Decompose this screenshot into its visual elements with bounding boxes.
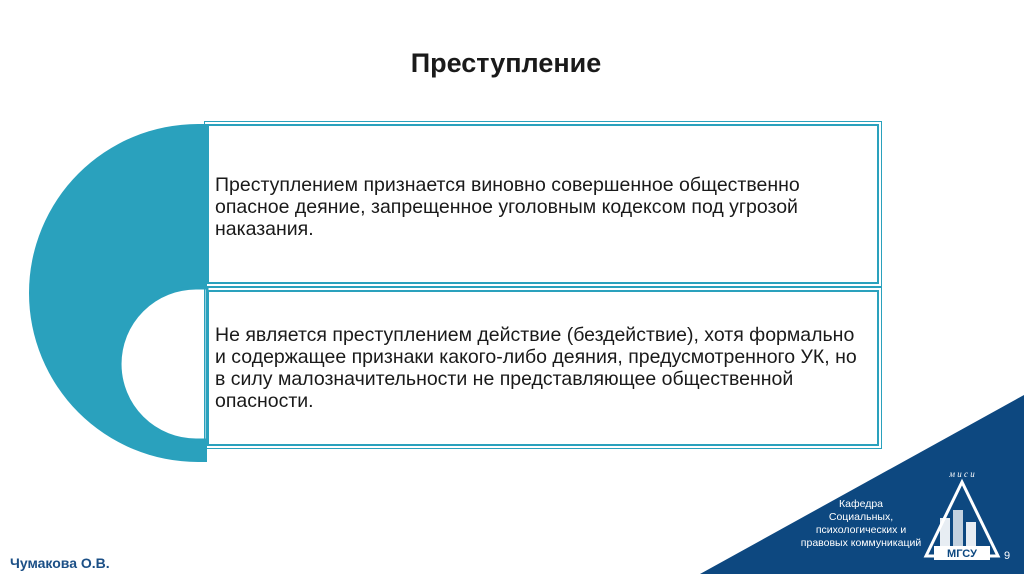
department-line: правовых коммуникаций — [800, 537, 922, 549]
department-line: Кафедра — [838, 498, 883, 510]
slide-title: Преступление — [410, 48, 602, 78]
author-name: Чумакова О.В. — [10, 555, 110, 571]
svg-text:м и с и: м и с и — [949, 469, 975, 479]
exception-text: Не является преступлением действие (бездействие), хотя формально и содержащее признаки какого-либо деяния, предусмотренного УК, но в силу малозначительности не представляющее общественной опасности. — [215, 324, 857, 412]
definition-text: Преступлением признается виновно совершенное общественно опасное деяние, запрещенное уголовным кодексом под угрозой наказания. — [215, 174, 800, 240]
exception-box — [207, 290, 879, 446]
department-line: Социальных, — [828, 511, 894, 523]
definition-box — [207, 124, 879, 284]
department-line: психологических и — [815, 524, 907, 536]
page-number: 9 — [1004, 550, 1011, 562]
svg-text:МГСУ: МГСУ — [947, 548, 977, 560]
department-label — [786, 498, 936, 550]
